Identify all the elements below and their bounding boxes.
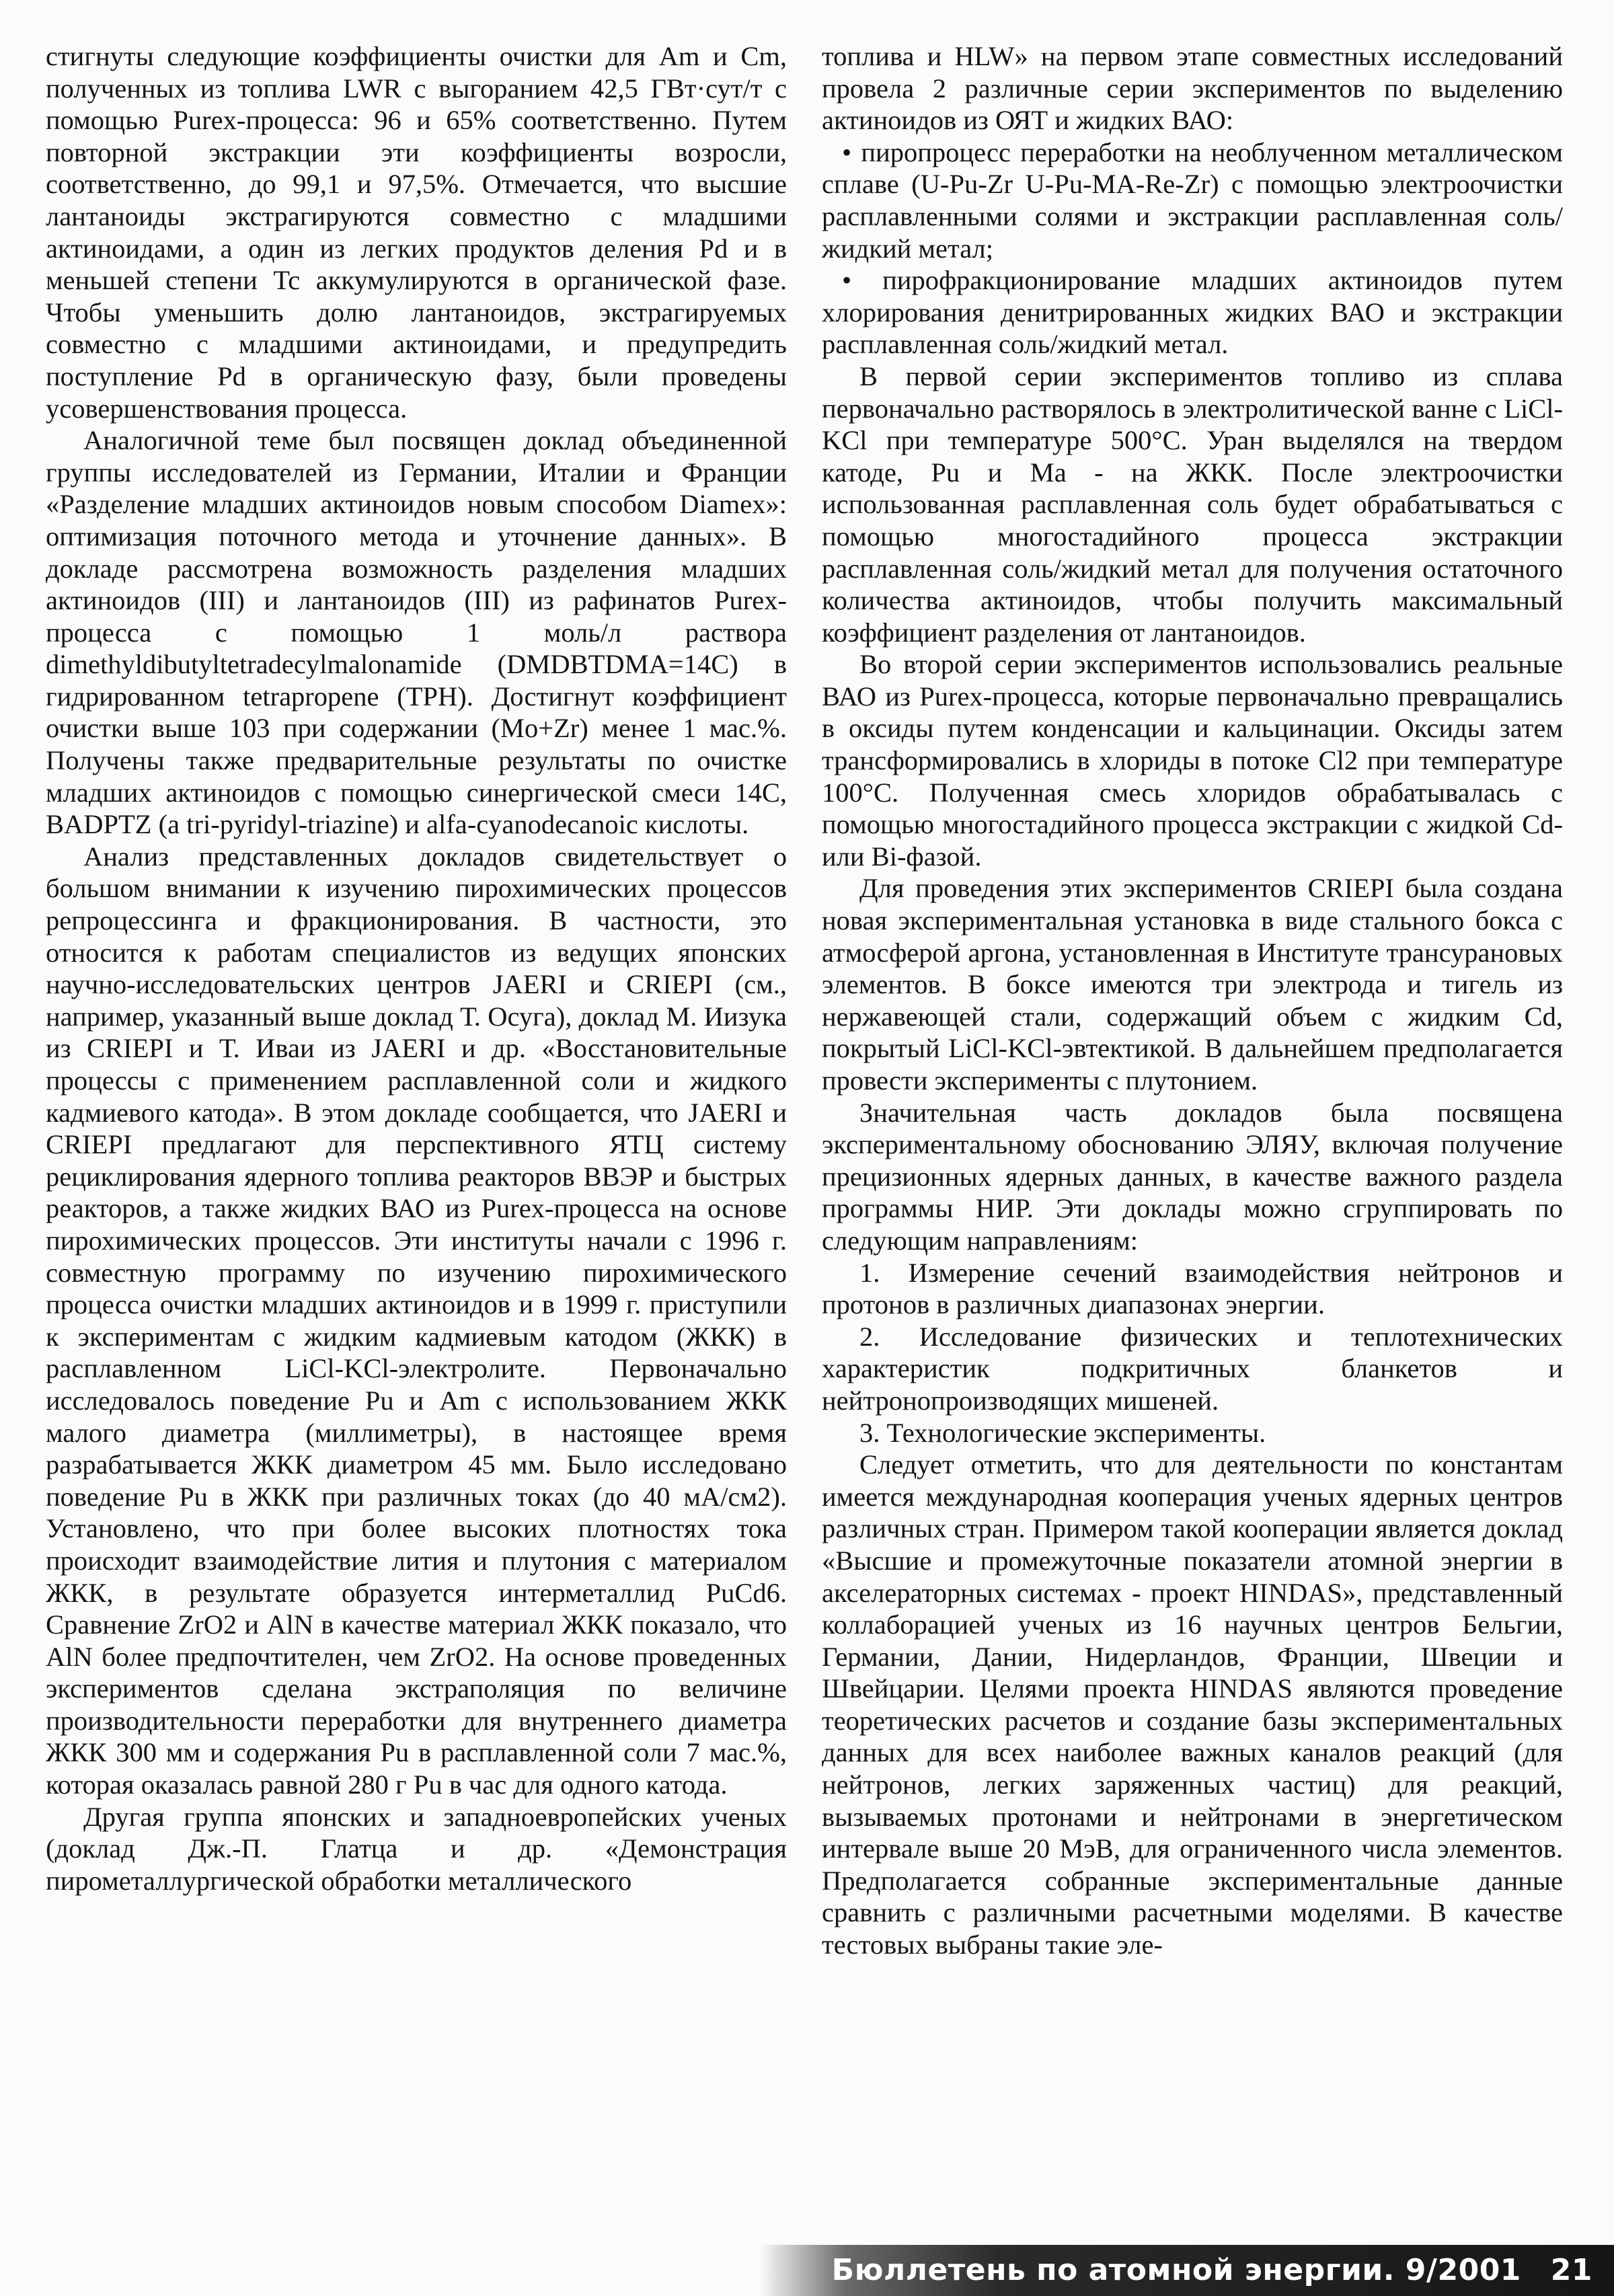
paragraph: Для проведения этих экспериментов CRIEPI была создана новая экспериментальная установка в виде стального бокса с атмосферой аргона, установленная в Институте трансурановых элементов. В боксе имеются три электрода и тигель из нержавеющей стали, содержащий объем с жидким Cd, покрытый LiCl-KCl-эвтектикой. В дальнейшем предполагается провести эксперименты с плутонием. (822, 873, 1563, 1096)
paragraph: Значительная часть докладов была посвящена экспериментальному обоснованию ЭЛЯУ, включая получение прецизионных ядерных данных, в качестве важного раздела программы НИР. Эти доклады можно сгруппировать по следующим направлениям: (822, 1097, 1563, 1256)
paragraph: Другая группа японских и западноевропейских ученых (доклад Дж.-П. Глатца и др. «Демонстрация пирометаллургической обработки металлического (46, 1801, 787, 1896)
paragraph: Аналогичной теме был посвящен доклад объединенной группы исследователей из Германии, Италии и Франции «Разделение младших актиноидов новым способом Diamex»: оптимизация поточного метода и уточнение данных». В докладе рассмотрена возможность разделения младших актиноидов (III) и лантаноидов (III) из рафинатов Purex-процесса с помощью 1 моль/л раствора dimethyldibutyltetradecylmalonamide (DMDBTDMA=14C) в гидрированном tetrapropene (TPH). Достигнут коэффициент очистки выше 103 при содержании (Mo+Zr) менее 1 мас.%. Получены также предварительные результаты по очистке младших актиноидов с помощью синергической смеси 14C, BADPTZ (a tri-pyridyl-triazine) и alfa-cyanodecanoic кислоты. (46, 425, 787, 840)
list-item: 1. Измерение сечений взаимодействия нейтронов и протонов в различных диапазонах энергии. (822, 1257, 1563, 1320)
left-column (46, 40, 787, 1897)
paragraph: Во второй серии экспериментов использовались реальные ВАО из Purex-процесса, которые первоначально превращались в оксиды путем конденсации и кальцинации. Оксиды затем трансформировались в хлориды в потоке Cl2 при температуре 100°C. Полученная смесь хлоридов обрабатывалась с помощью многостадийного процесса экстракции с жидкой Cd- или Bi-фазой. (822, 649, 1563, 872)
right-column (822, 40, 1563, 1961)
paragraph: В первой серии экспериментов топливо из сплава первоначально растворялось в электролитической ванне с LiCl-KCl при температуре 500°C. Уран выделялся на твердом катоде, Pu и Ma - на ЖКК. После электроочистки использованная расплавленная соль будет обрабатываться с помощью многостадийного процесса экстракции расплавленная соль/жидкий метал для получения остаточного количества актиноидов, чтобы получить максимальный коэффициент разделения от лантаноидов. (822, 360, 1563, 648)
paragraph: Анализ представленных докладов свидетельствует о большом внимании к изучению пирохимических процессов репроцессинга и фракционирования. В частности, это относится к работам специалистов из ведущих японских научно-исследовательских центров JAERI и CRIEPI (см., например, указанный выше доклад Т. Осуга), доклад М. Иизука из CRIEPI и Т. Иваи из JAERI и др. «Восстановительные процессы с применением расплавленной соли и жидкого кадмиевого катода». В этом докладе сообщается, что JAERI и CRIEPI предлагают для перспективного ЯТЦ систему рециклирования ядерного топлива реакторов ВВЭР и быстрых реакторов, а также жидких ВАО из Purex-процесса на основе пирохимических процессов. Эти институты начали с 1996 г. совместную программу по изучению пирохимического процесса очистки младших актиноидов и в 1999 г. приступили к экспериментам с жидким кадмиевым катодом (ЖКК) в расплавленном LiCl-KCl-электролите. Первоначально исследовалось поведение Pu и Am с использованием ЖКК малого диаметра (миллиметры), в настоящее время разрабатывается ЖКК диаметром 45 мм. Было исследовано поведение Pu в ЖКК при различных токах (до 40 мА/см2). Установлено, что при более высоких плотностях тока происходит взаимодействие лития и плутония с материалом ЖКК, в результате образуется интерметаллид PuCd6. Сравнение ZrO2 и AlN в качестве материал ЖКК показало, что AlN более предпочтителен, чем ZrO2. На основе проведенных экспериментов сделана экстраполяция по величине производительности переработки для внутреннего диаметра ЖКК 300 мм и содержания Pu в расплавленной соли 7 мас.%, которая оказалась равной 280 г Pu в час для одного катода. (46, 841, 787, 1800)
list-item: 3. Технологические эксперименты. (859, 1417, 1266, 1448)
bullet-item: • пиропроцесс переработки на необлученном металлическом сплаве (U-Pu-Zr U-Pu-MA-Re-Zr) с помощью электроочистки расплавленными солями и экстракции расплавленная соль/жидкий метал; (822, 137, 1563, 264)
journal-title: Бюллетень по атомной энергии. 9/2001 (831, 2253, 1521, 2287)
bullet-item: • пирофракционирование младших актиноидов путем хлорирования денитрированных жидких ВАО и экстракции расплавленная соль/жидкий метал. (822, 265, 1563, 360)
paragraph: стигнуты следующие коэффициенты очистки для Am и Cm, полученных из топлива LWR с выгоранием 42,5 ГВт·сут/т с помощью Purex-процесса: 96 и 65% соответственно. Путем повторной экстракции эти коэффициенты возросли, соответственно, до 99,1 и 97,5%. Отмечается, что высшие лантаноиды экстрагируются совместно с младшими актиноидами, а один из легких продуктов деления Pd и в меньшей степени Tc аккумулируются в органической фазе. Чтобы уменьшить долю лантаноидов, экстрагируемых совместно с младшими актиноидами, и предупредить поступление Pd в органическую фазу, были проведены усовершенствования процесса. (46, 41, 787, 424)
page-footer (760, 2245, 1614, 2296)
footer-text (832, 2250, 1592, 2291)
paragraph: Следует отметить, что для деятельности по константам имеется международная кооперация ученых ядерных центров различных стран. Примером такой кооперации является доклад «Высшие и промежуточные показатели атомной энергии в акселераторных системах - проект HINDAS», представленный коллаборацией ученых из 16 научных центров Бельгии, Германии, Дании, Нидерландов, Франции, Швеции и Швейцарии. Целями проекта HINDAS являются проведение теоретических расчетов и создание базы экспериментальных данных для всех наиболее важных каналов реакций (для нейтронов, легких заряженных частиц) для реакций, вызываемых протонами и нейтронами в энергетическом интервале выше 20 МэВ, для ограниченного числа элементов. Предполагается собранные экспериментальные данные сравнить с различными расчетными моделями. В качестве тестовых выбраны такие эле- (822, 1449, 1563, 1960)
page-number: 21 (1550, 2253, 1592, 2287)
paragraph: топлива и HLW» на первом этапе совместных исследований провела 2 различные серии экспериментов по выделению актиноидов из ОЯТ и жидких ВАО: (822, 41, 1563, 136)
list-item: 2. Исследование физических и теплотехнических характеристик подкритичных бланкетов и нейтронопроизводящих мишеней. (822, 1321, 1563, 1416)
